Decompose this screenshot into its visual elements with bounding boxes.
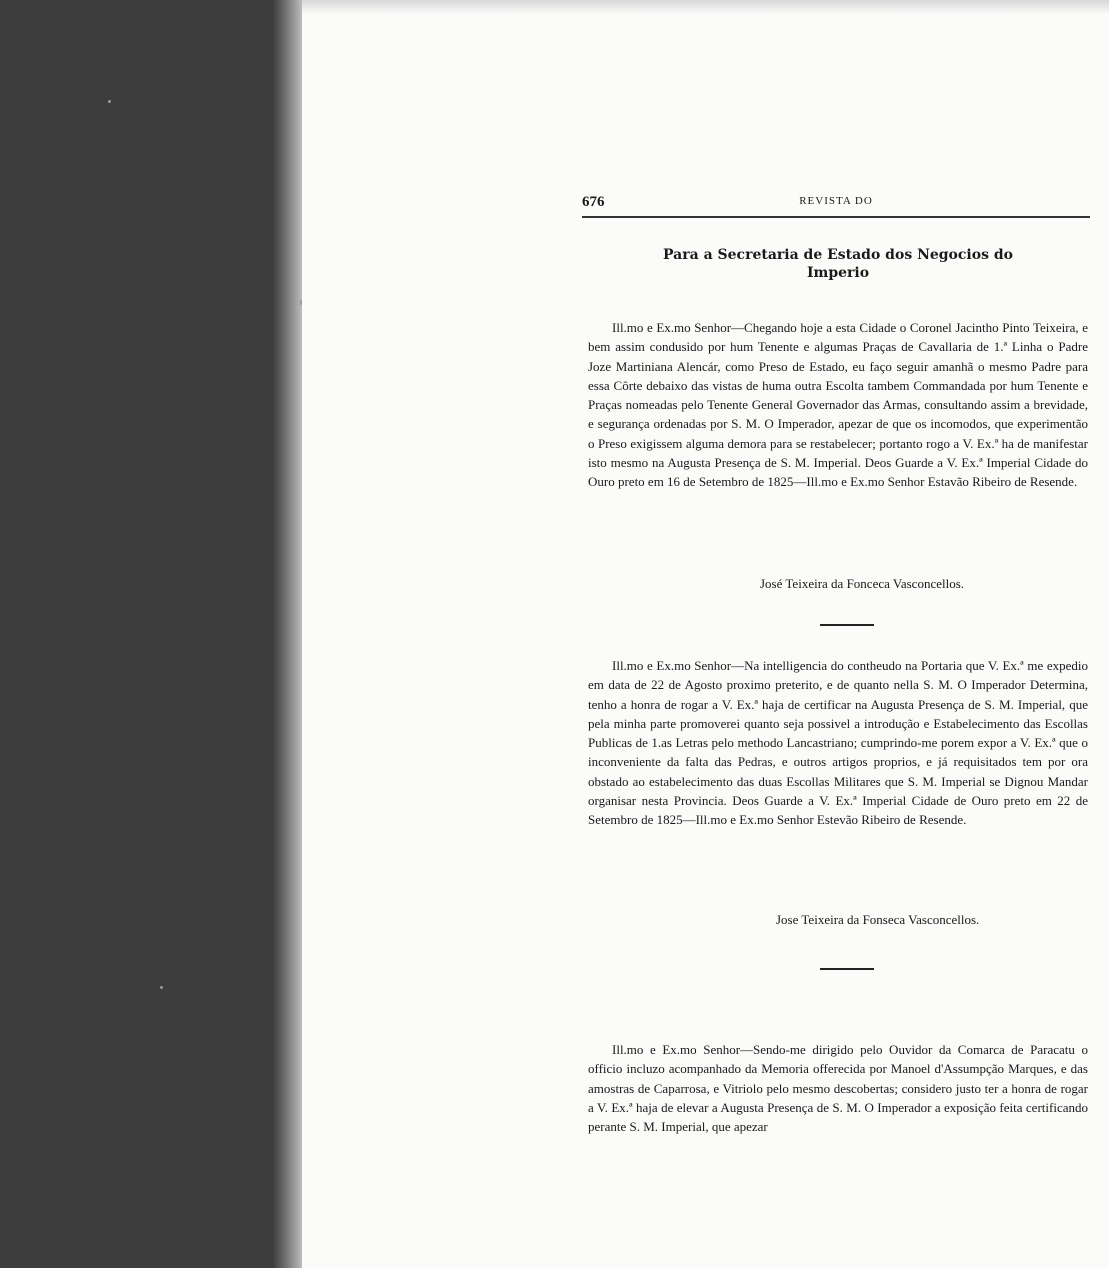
section-divider [820,624,874,626]
scan-speck [108,100,111,103]
letter-3 [588,1040,1088,1136]
section-heading-line1: Para a Secretaria de Estado dos Negocios do [663,247,1013,263]
letter-2-body: Ill.mo e Ex.mo Senhor—Na intelligencia do contheudo na Portaria que V. Ex.ª me expedio em data de 22 de Agosto proximo preterito, e de quanto nella S. M. O Imperador Determina, tenho a honra de rogar a V. Ex.ª haja de certificar na Augusta Presença de S. M. Imperial, que pela minha parte promoverei quanto seja possivel a introdução e Estabelecimento das Escollas Publicas de 1.as Letras pelo methodo Lancastriano; cumprindo-me porem expor a V. Ex.ª que o inconveniente da falta das Pedras, e outros artigos proprios, e já requisitados tem por ora obstado ao estabelecimento das duas Escollas Militares que S. M. Imperial se Dignou Mandar organisar nesta Provincia. Deos Guarde a V. Ex.ª Imperial Cidade de Ouro preto em 22 de Setembro de 1825—Ill.mo e Ex.mo Senhor Estevão Ribeiro de Resende. [588,658,1088,828]
letter-2-signature: Jose Teixeira da Fonseca Vasconcellos. [776,912,980,927]
page-number: 676 [582,194,605,210]
scan-speck [160,986,163,989]
book-gutter-shadow [272,0,302,1268]
letter-1-signature: José Teixeira da Fonceca Vasconcellos. [760,576,965,591]
letter-1-body: Ill.mo e Ex.mo Senhor—Chegando hoje a esta Cidade o Coronel Jacintho Pinto Teixeira, e bem assim condusido por hum Tenente e algumas Praças de Cavallaria de 1.ª Linha o Padre Joze Martiniana Alencár, como Preso de Estado, eu faço seguir amanhã o mesmo Padre para essa Côrte debaixo das vistas de huma outra Escolta tambem Commandada por hum Tenente e Praças nomeadas pelo Tenente General Governador das Armas, consultando assim a brevidade, e segurança ordenadas por S. M. O Imperador, apezar de que os incomodos, que experimentão o Preso exigissem alguma demora para se restabelecer; portanto rogo a V. Ex.ª ha de manifestar isto mesmo na Augusta Presença de S. M. Imperial. Deos Guarde a V. Ex.ª Imperial Cidade do Ouro preto em 16 de Setembro de 1825—Ill.mo e Ex.mo Senhor Estavão Ribeiro de Resende. [588,320,1088,490]
header-rule [582,216,1090,218]
section-divider [820,968,874,970]
scan-left-margin [0,0,300,1268]
running-head: REVISTA DO [799,195,873,207]
page-header [582,190,1090,220]
section-heading-line2: Imperio [806,265,870,281]
letter-2 [588,656,1088,830]
page-top-shadow [302,0,1109,14]
section-heading [588,246,1088,282]
letter-1 [588,318,1088,492]
letter-3-body: Ill.mo e Ex.mo Senhor—Sendo-me dirigido pelo Ouvidor da Comarca de Paracatu o officio incluzo acompanhado da Memoria offerecida por Manoel d'Assumpção Marques, e das amostras de Caparrosa, e Vitriolo pelo mesmo descobertas; considero justo ter a honra de rogar a V. Ex.ª haja de elevar a Augusta Presença de S. M. O Imperador a exposição feita certificando perante S. M. Imperial, que apezar [588,1042,1088,1135]
scan-speck [300,300,302,305]
